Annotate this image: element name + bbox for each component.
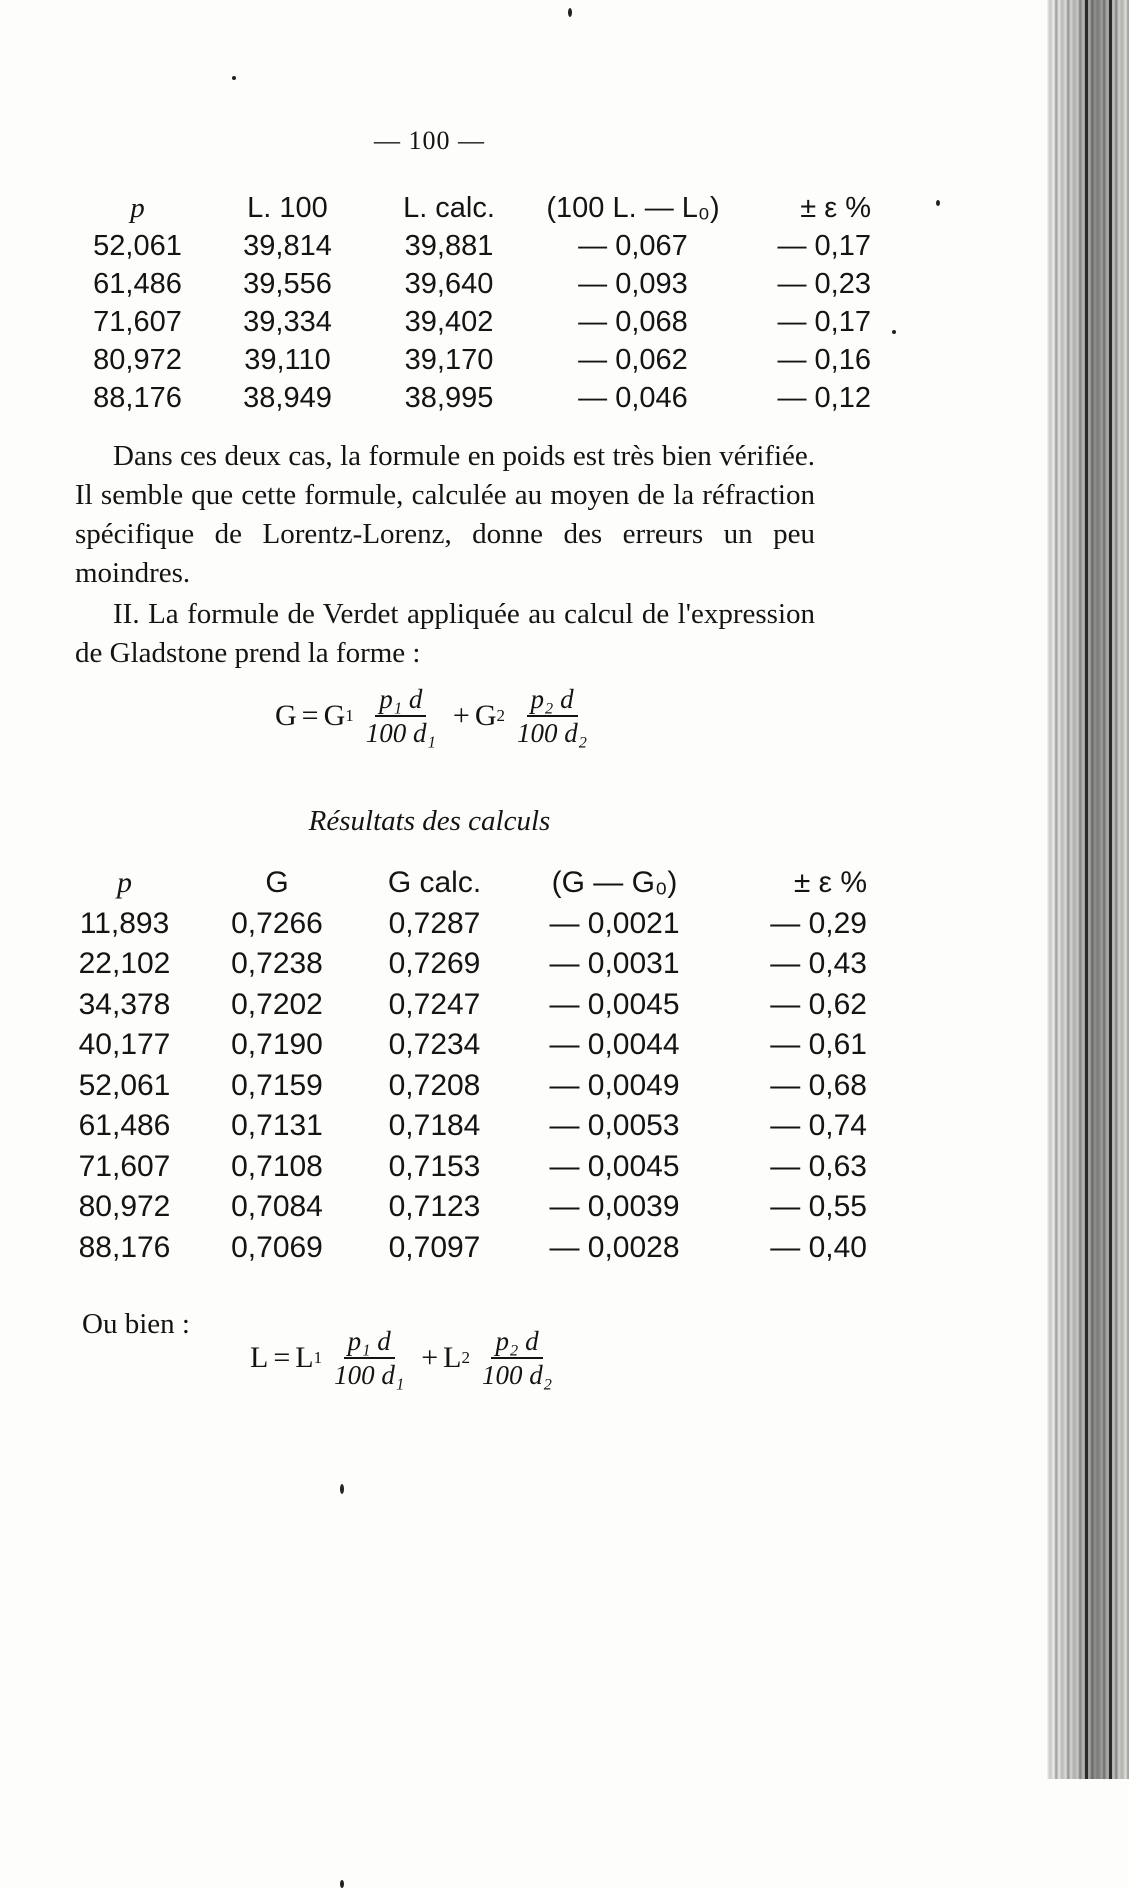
formula-subscript: 1 bbox=[313, 1348, 323, 1367]
table-cell: — 0,17 bbox=[777, 306, 871, 338]
table-cell: 0,7287 bbox=[388, 906, 481, 940]
formula-fraction bbox=[478, 1325, 556, 1391]
body-paragraph: II. La formule de Verdet appliquée au calcul de l'expression de Gladstone prend la forme : bbox=[75, 598, 815, 669]
table-cell: 0,7247 bbox=[388, 987, 481, 1021]
table-cell: 0,7208 bbox=[388, 1068, 481, 1102]
column-header: p bbox=[117, 866, 132, 899]
table-cell: — 0,23 bbox=[777, 268, 871, 300]
table-cell: 0,7123 bbox=[388, 1190, 481, 1223]
table-cell: — 0,0045 bbox=[549, 1149, 680, 1183]
table-row bbox=[75, 344, 871, 382]
table-cell: — 0,0045 bbox=[549, 987, 680, 1021]
table-cell: — 0,0039 bbox=[549, 1190, 680, 1223]
formula-coefficient: G bbox=[474, 699, 497, 732]
scan-speck bbox=[892, 330, 896, 334]
table-row bbox=[52, 907, 867, 948]
table-cell: 0,7234 bbox=[388, 1028, 481, 1061]
table-header-row bbox=[52, 866, 867, 907]
table-row bbox=[75, 230, 871, 268]
table-cell: 39,402 bbox=[404, 306, 494, 338]
table-cell: — 0,0044 bbox=[549, 1028, 680, 1061]
column-header: ± ε % bbox=[800, 192, 871, 224]
formula-subscript: 2 bbox=[496, 706, 505, 725]
table-cell: 88,176 bbox=[93, 382, 182, 414]
fraction-numerator: p₁ d bbox=[375, 683, 426, 717]
scan-speck bbox=[340, 1484, 344, 1494]
table-cell: — 0,61 bbox=[770, 1028, 867, 1061]
formula-fraction bbox=[362, 683, 440, 749]
table-cell: 61,486 bbox=[93, 268, 182, 300]
table-cell: — 0,43 bbox=[770, 947, 867, 980]
column-header: p bbox=[130, 192, 145, 224]
table-cell: 0,7153 bbox=[388, 1149, 481, 1183]
lorentz-formula bbox=[250, 1325, 564, 1391]
table-cell: 39,556 bbox=[243, 268, 332, 300]
body-paragraph: Dans ces deux cas, la formule en poids est très bien vérifiée. Il semble que cette formule, calculée au moyen de la réfraction spécifique de Lorentz-Lorenz, donne des erreurs un peu moindres. bbox=[75, 440, 815, 589]
table-cell: — 0,0031 bbox=[549, 947, 680, 980]
fraction-numerator: p₂ d bbox=[527, 683, 578, 717]
formula-subscript: 2 bbox=[461, 1348, 470, 1367]
scan-speck bbox=[568, 8, 572, 17]
table-cell: 39,814 bbox=[243, 230, 332, 262]
table-cell: 0,7097 bbox=[388, 1230, 481, 1264]
formula-subscript: 1 bbox=[345, 706, 354, 725]
table-cell: — 0,0049 bbox=[549, 1068, 680, 1102]
table-cell: 11,893 bbox=[79, 906, 170, 940]
gladstone-formula bbox=[275, 683, 599, 749]
scan-speck bbox=[340, 1880, 344, 1888]
table-cell: — 0,16 bbox=[777, 344, 871, 376]
table-cell: — 0,0021 bbox=[549, 906, 680, 940]
table-cell: 34,378 bbox=[78, 987, 171, 1021]
table-row bbox=[52, 1150, 867, 1191]
table-row bbox=[52, 1231, 867, 1272]
table-cell: — 0,40 bbox=[770, 1230, 867, 1264]
table-cell: 0,7108 bbox=[231, 1149, 323, 1183]
table-cell: 80,972 bbox=[78, 1190, 171, 1223]
table-cell: 38,949 bbox=[243, 382, 332, 414]
scan-speck bbox=[936, 200, 940, 206]
table-cell: — 0,63 bbox=[770, 1149, 867, 1183]
formula-coefficient: G bbox=[323, 699, 346, 732]
column-header: L. 100 bbox=[247, 192, 328, 224]
table-cell: 39,881 bbox=[404, 230, 494, 262]
table-cell: — 0,068 bbox=[578, 306, 688, 338]
formula-plus: + bbox=[452, 699, 470, 732]
table-cell: — 0,68 bbox=[770, 1068, 867, 1102]
section-title: Résultats des calculs bbox=[308, 805, 551, 837]
table-cell: 0,7159 bbox=[231, 1068, 323, 1102]
table-cell: 52,061 bbox=[78, 1068, 171, 1102]
table-cell: 39,110 bbox=[244, 344, 331, 376]
book-binding-shadow bbox=[1047, 0, 1129, 1779]
ou-bien-label: Ou bien : bbox=[82, 1308, 190, 1340]
formula-equals: = bbox=[301, 699, 319, 732]
table-row bbox=[75, 382, 871, 420]
table-cell: 61,486 bbox=[78, 1109, 171, 1142]
binding-edge-line bbox=[1109, 0, 1112, 1779]
page-number: — 100 — bbox=[374, 126, 485, 155]
table-row bbox=[75, 268, 871, 306]
table-cell: 0,7131 bbox=[231, 1109, 323, 1142]
table-row bbox=[52, 1109, 867, 1150]
table-cell: — 0,0053 bbox=[549, 1109, 680, 1142]
formula-fraction bbox=[513, 683, 591, 749]
table-cell: — 0,62 bbox=[770, 987, 867, 1021]
table-cell: — 0,062 bbox=[578, 344, 688, 376]
table-cell: — 0,74 bbox=[770, 1109, 867, 1142]
table-cell: 80,972 bbox=[93, 344, 182, 376]
fraction-numerator: p₁ d bbox=[344, 1325, 395, 1359]
table-row bbox=[52, 1069, 867, 1110]
table-cell: 0,7238 bbox=[231, 947, 323, 980]
column-header: ± ε % bbox=[793, 866, 867, 899]
fraction-denominator: 100 d₂ bbox=[481, 1360, 553, 1390]
table-cell: 88,176 bbox=[78, 1230, 171, 1264]
table-cell: 0,7190 bbox=[231, 1028, 323, 1061]
table-cell: — 0,0028 bbox=[549, 1230, 680, 1264]
column-header: G bbox=[265, 866, 289, 899]
formula-coefficient: L bbox=[443, 1341, 462, 1374]
results-table-lorentz bbox=[75, 192, 871, 420]
table-cell: 39,640 bbox=[404, 268, 494, 300]
table-row bbox=[52, 988, 867, 1029]
table-cell: 38,995 bbox=[404, 382, 494, 414]
scan-speck bbox=[232, 76, 236, 80]
table-row bbox=[52, 1028, 867, 1069]
column-header: G calc. bbox=[387, 866, 482, 899]
table-row bbox=[52, 947, 867, 988]
binding-edge-line bbox=[1085, 0, 1088, 1779]
formula-fraction bbox=[330, 1325, 408, 1391]
table-cell: 0,7266 bbox=[231, 906, 323, 940]
formula-lhs: G bbox=[275, 699, 297, 732]
results-table-gladstone bbox=[52, 866, 867, 1271]
column-header: L. calc. bbox=[403, 192, 495, 224]
table-cell: 71,607 bbox=[93, 306, 182, 338]
table-cell: 52,061 bbox=[93, 230, 182, 262]
table-cell: 0,7202 bbox=[231, 987, 323, 1021]
table-cell: — 0,29 bbox=[770, 906, 867, 940]
table-cell: 71,607 bbox=[78, 1149, 171, 1183]
table-cell: — 0,12 bbox=[777, 382, 871, 414]
column-header: (100 L. — L₀) bbox=[546, 192, 720, 224]
table-cell: 22,102 bbox=[78, 947, 171, 980]
table-cell: — 0,17 bbox=[777, 230, 871, 262]
table-cell: 40,177 bbox=[78, 1028, 171, 1061]
table-cell: — 0,093 bbox=[578, 268, 688, 300]
table-cell: 39,170 bbox=[404, 344, 494, 376]
table-row bbox=[52, 1190, 867, 1231]
table-cell: 0,7184 bbox=[388, 1109, 481, 1142]
formula-equals: = bbox=[273, 1341, 291, 1374]
table-header-row bbox=[75, 192, 871, 230]
fraction-denominator: 100 d₁ bbox=[334, 1360, 405, 1390]
formula-lhs: L bbox=[250, 1341, 269, 1374]
fraction-denominator: 100 d₂ bbox=[517, 718, 588, 748]
table-cell: — 0,046 bbox=[578, 382, 688, 414]
table-cell: 39,334 bbox=[243, 306, 332, 338]
table-cell: 0,7084 bbox=[231, 1190, 323, 1223]
table-cell: 0,7269 bbox=[388, 947, 481, 980]
fraction-numerator: p₂ d bbox=[491, 1325, 542, 1359]
fraction-denominator: 100 d₁ bbox=[365, 718, 436, 748]
table-cell: — 0,55 bbox=[770, 1190, 867, 1223]
column-header: (G — G₀) bbox=[551, 866, 678, 899]
formula-coefficient: L bbox=[295, 1341, 314, 1374]
table-row bbox=[75, 306, 871, 344]
table-cell: — 0,067 bbox=[578, 230, 688, 262]
table-cell: 0,7069 bbox=[231, 1230, 323, 1264]
formula-plus: + bbox=[421, 1341, 439, 1374]
